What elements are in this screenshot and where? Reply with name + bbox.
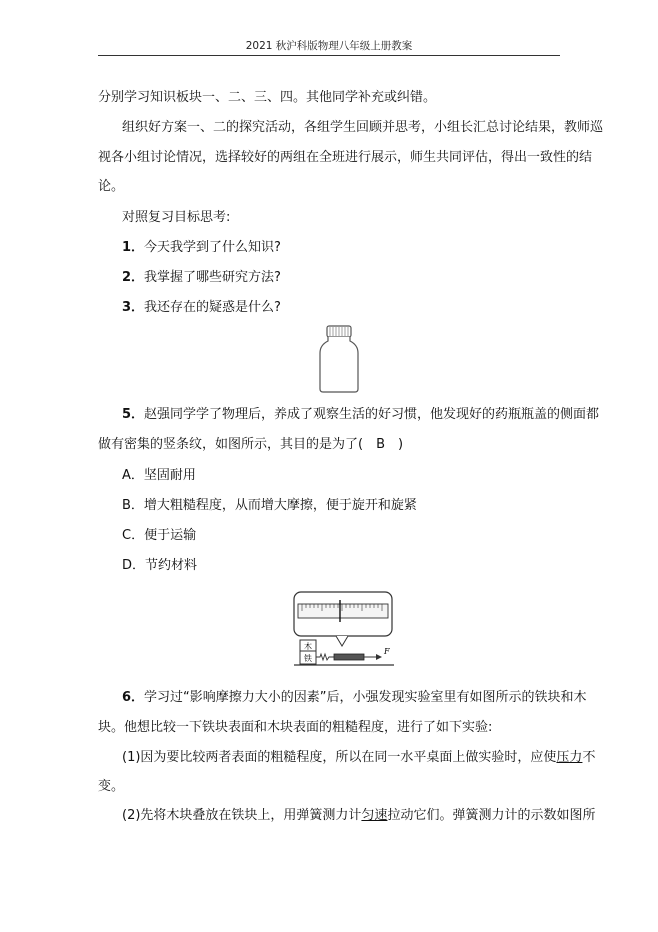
spring-hook [316, 654, 334, 660]
medicine-bottle-figure [318, 325, 360, 393]
question-5-line [122, 405, 599, 424]
bottle-body [320, 337, 358, 392]
option-d: D．节约材料 [122, 558, 198, 573]
paragraph-line: 组织好方案一、二的探究活动，各组学生回顾并思考，小组长汇总讨论结果，教师巡 [122, 120, 604, 135]
question-6-line [122, 688, 587, 707]
answer-blank: 匀速 [361, 808, 388, 823]
question-text: 我还存在的疑惑是什么? [144, 300, 281, 315]
header-rule [98, 55, 560, 56]
question-number: 6． [122, 690, 145, 705]
force-arrow [376, 654, 382, 660]
subquestion-text: (2)先将木块叠放在铁块上，用弹簧测力计 [122, 808, 362, 823]
option-a: A．坚固耐用 [122, 468, 196, 483]
option-b: B．增大粗糙程度，从而增大摩擦，便于旋开和旋紧 [122, 498, 417, 513]
question-3 [122, 298, 281, 317]
cap-ridges [330, 327, 348, 336]
page-header: 2021 秋沪科版物理八年级上册教案 [245, 40, 413, 52]
question-text: 我掌握了哪些研究方法? [144, 270, 281, 285]
subquestion-text: 拉动它们。弹簧测力计的示数如图所 [387, 808, 596, 823]
answer-blank: 压力 [556, 750, 583, 765]
subquestion-2 [122, 806, 595, 825]
spring-scale-figure [290, 590, 396, 670]
question-number: 3． [122, 300, 145, 315]
question-text: 赵强同学学了物理后，养成了观察生活的好习惯，他发现好的药瓶瓶盖的侧面都 [144, 407, 600, 422]
spring-scale-body [334, 654, 364, 660]
paragraph-line: 论。 [98, 179, 125, 194]
question-6-line: 块。他想比较一下铁块表面和木块表面的粗糙程度，进行了如下实验: [98, 720, 493, 735]
force-label: F [384, 647, 390, 656]
question-text: 今天我学到了什么知识? [144, 240, 281, 255]
question-number: 2． [122, 270, 145, 285]
question-5-line: 做有密集的竖条纹，如图所示，其目的是为了( B ) [98, 437, 404, 452]
subquestion-1-cont: 变。 [98, 779, 125, 794]
paragraph-line: 视各小组讨论情况，选择较好的两组在全班进行展示，师生共同评估，得出一致性的结 [98, 150, 593, 165]
reflect-title: 对照复习目标思考: [122, 210, 231, 225]
question-number: 1． [122, 240, 145, 255]
wood-label: 木 [304, 642, 312, 651]
subquestion-1 [122, 748, 595, 767]
question-2 [122, 268, 281, 287]
option-c: C．便于运输 [122, 528, 197, 543]
scale-ruler [298, 604, 388, 618]
question-1 [122, 238, 281, 257]
question-text: 学习过“影响摩擦力大小的因素”后，小强发现实验室里有如图所示的铁块和木 [144, 690, 587, 705]
question-number: 5． [122, 407, 145, 422]
callout-pointer [336, 636, 348, 646]
subquestion-text: 不 [582, 750, 596, 765]
intro-line: 分别学习知识板块一、二、三、四。其他同学补充或纠错。 [98, 90, 437, 105]
iron-label: 铁 [304, 654, 312, 663]
subquestion-text: (1)因为要比较两者表面的粗糙程度，所以在同一水平桌面上做实验时，应使 [122, 750, 557, 765]
